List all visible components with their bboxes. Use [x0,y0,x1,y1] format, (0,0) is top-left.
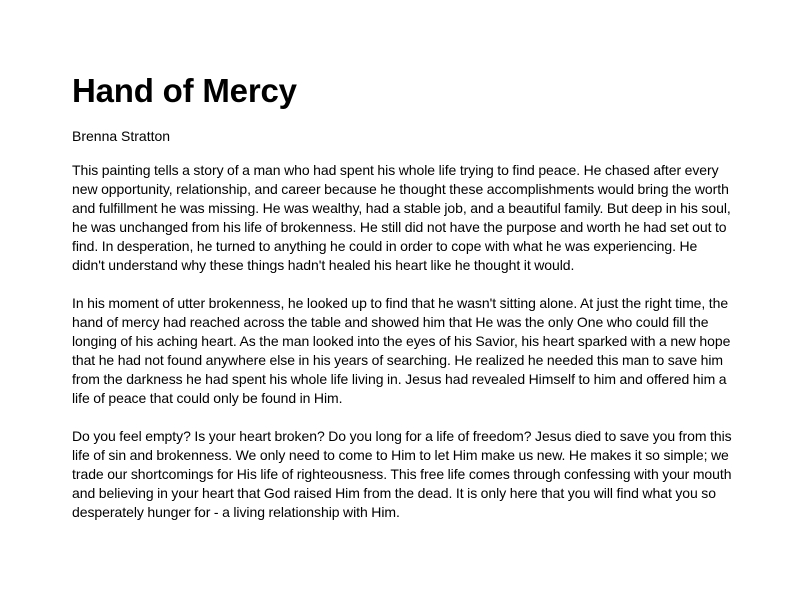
document-title: Hand of Mercy [72,72,297,109]
body-paragraph-2: In his moment of utter brokenness, he looked up to find that he wasn't sitting alone. At just the right time, the hand of mercy had reached across the table and showed him that He was the only One who could fill the longing of his aching heart. As the man looked into the eyes of his Savior, his heart sparked with a new hope that he had not found anywhere else in his years of searching. He realized he needed this man to save him from the darkness he had spent his whole life living in. Jesus had revealed Himself to him and offered him a life of peace that could only be found in Him. [72,295,731,406]
body-paragraph-3: Do you feel empty? Is your heart broken? Do you long for a life of freedom? Jesus died to save you from this life of sin and brokenness. We only need to come to Him to let Him make us new. He makes it so simple; we trade our shortcomings for His life of righteousness. This free life comes through confessing with your mouth and believing in your heart that God raised Him from the dead. It is only here that you will find what you so desperately hunger for - a living relationship with Him. [72,428,732,520]
document-page [72,66,732,522]
author-name: Brenna Stratton [72,128,171,144]
body-paragraph-1: This painting tells a story of a man who had spent his whole life trying to find peace. He chased after every new opportunity, relationship, and career because he thought these accomplishments would bring the worth and fulfillment he was missing. He was wealthy, had a stable job, and a beautiful family. But deep in his soul, he was unchanged from his life of brokenness. He still did not have the purpose and worth he had set out to find. In desperation, he turned to anything he could in order to cope with what he was experiencing. He didn't understand why these things hadn't healed his heart like he thought it would. [72,162,731,273]
